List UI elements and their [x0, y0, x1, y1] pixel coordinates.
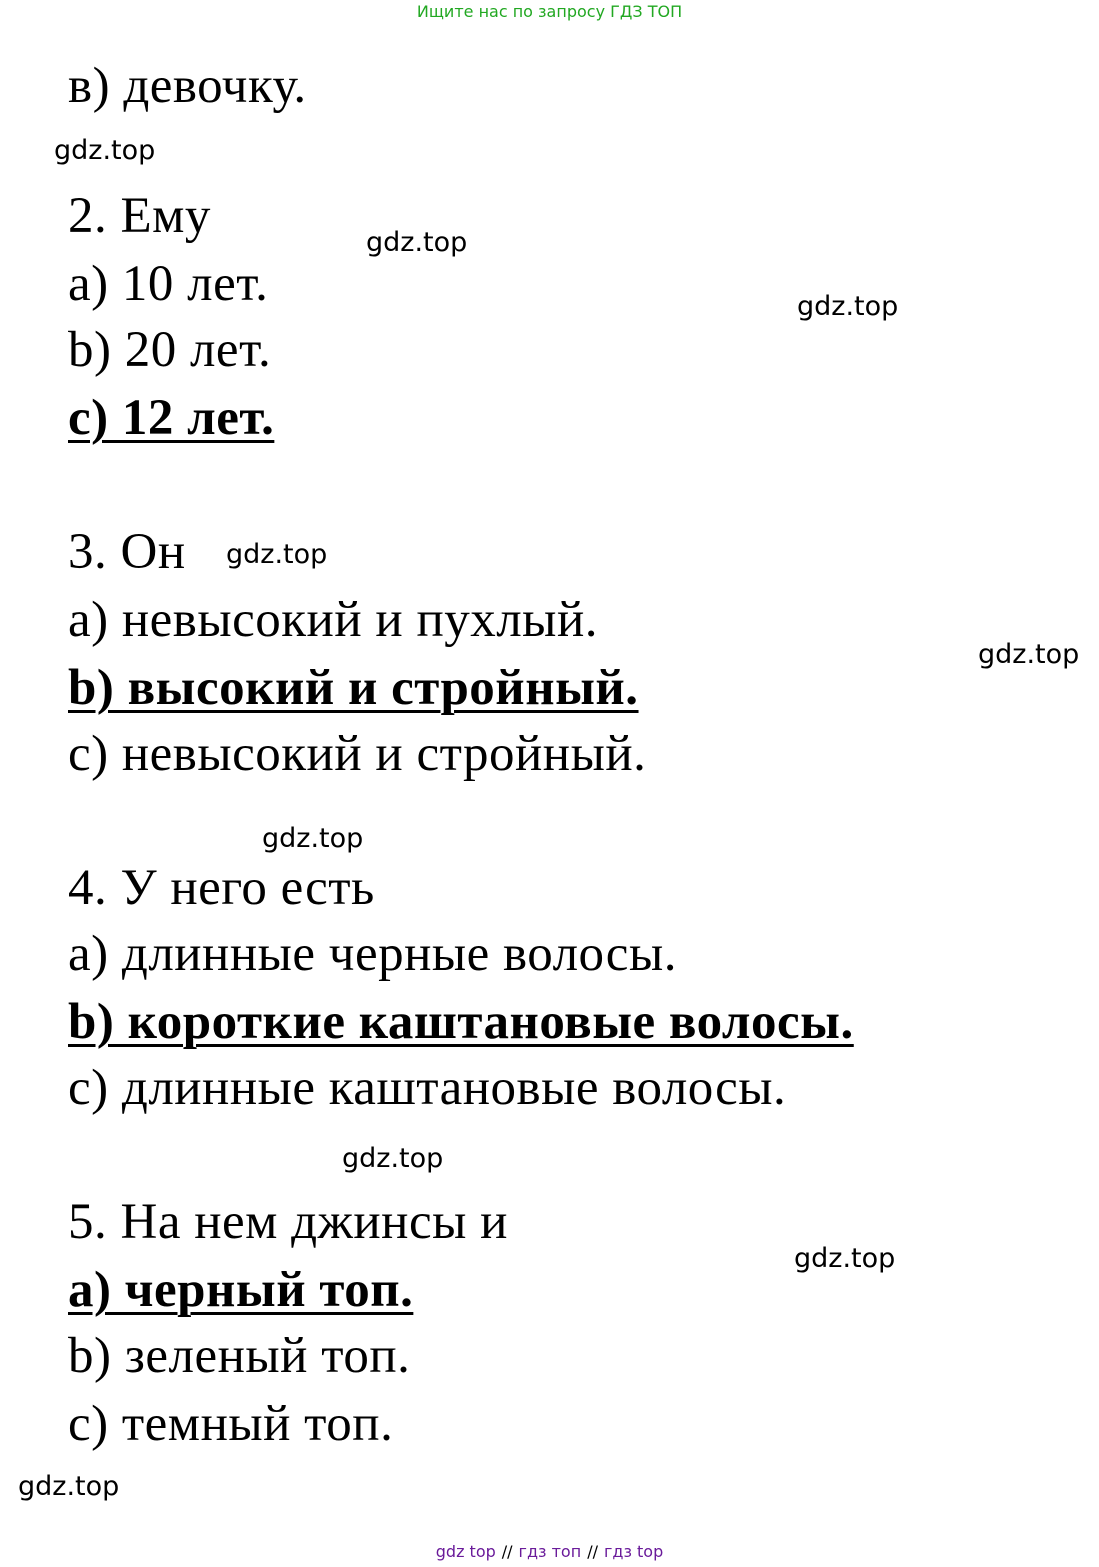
watermark: gdz.top — [18, 1471, 120, 1502]
question-4: 4. У него есть — [68, 860, 375, 916]
option-3c: c) невысокий и стройный. — [68, 726, 647, 782]
watermark: gdz.top — [797, 291, 899, 322]
answer-line: в) девочку. — [68, 58, 307, 114]
question-2: 2. Ему — [68, 188, 211, 244]
footer-link[interactable]: гдз топ — [518, 1542, 582, 1561]
option-4c: c) длинные каштановые волосы. — [68, 1060, 787, 1116]
option-4b-correct: b) короткие каштановые волосы. — [68, 994, 854, 1050]
watermark: gdz.top — [262, 823, 364, 854]
header-banner: Ищите нас по запросу ГДЗ ТОП — [416, 2, 683, 21]
option-5b: b) зеленый топ. — [68, 1328, 411, 1384]
watermark: gdz.top — [794, 1243, 896, 1274]
option-5c: c) темный топ. — [68, 1396, 394, 1452]
footer-link[interactable]: гдз top — [603, 1542, 664, 1561]
footer-link[interactable]: gdz top — [435, 1542, 496, 1561]
option-2a: a) 10 лет. — [68, 256, 269, 312]
option-2c-correct: c) 12 лет. — [68, 390, 275, 446]
option-5a-correct: a) черный топ. — [68, 1262, 414, 1318]
footer-links — [0, 1542, 1099, 1562]
watermark: gdz.top — [366, 227, 468, 258]
question-3: 3. Он — [68, 524, 186, 580]
option-2b: b) 20 лет. — [68, 322, 272, 378]
footer-separator: // — [501, 1542, 513, 1561]
watermark: gdz.top — [226, 539, 328, 570]
watermark: gdz.top — [978, 639, 1080, 670]
option-3b-correct: b) высокий и стройный. — [68, 660, 639, 716]
watermark: gdz.top — [54, 135, 156, 166]
question-5: 5. На нем джинсы и — [68, 1194, 508, 1250]
option-4a: a) длинные черные волосы. — [68, 926, 677, 982]
watermark: gdz.top — [342, 1143, 444, 1174]
footer-separator: // — [587, 1542, 598, 1561]
option-3a: a) невысокий и пухлый. — [68, 592, 598, 648]
